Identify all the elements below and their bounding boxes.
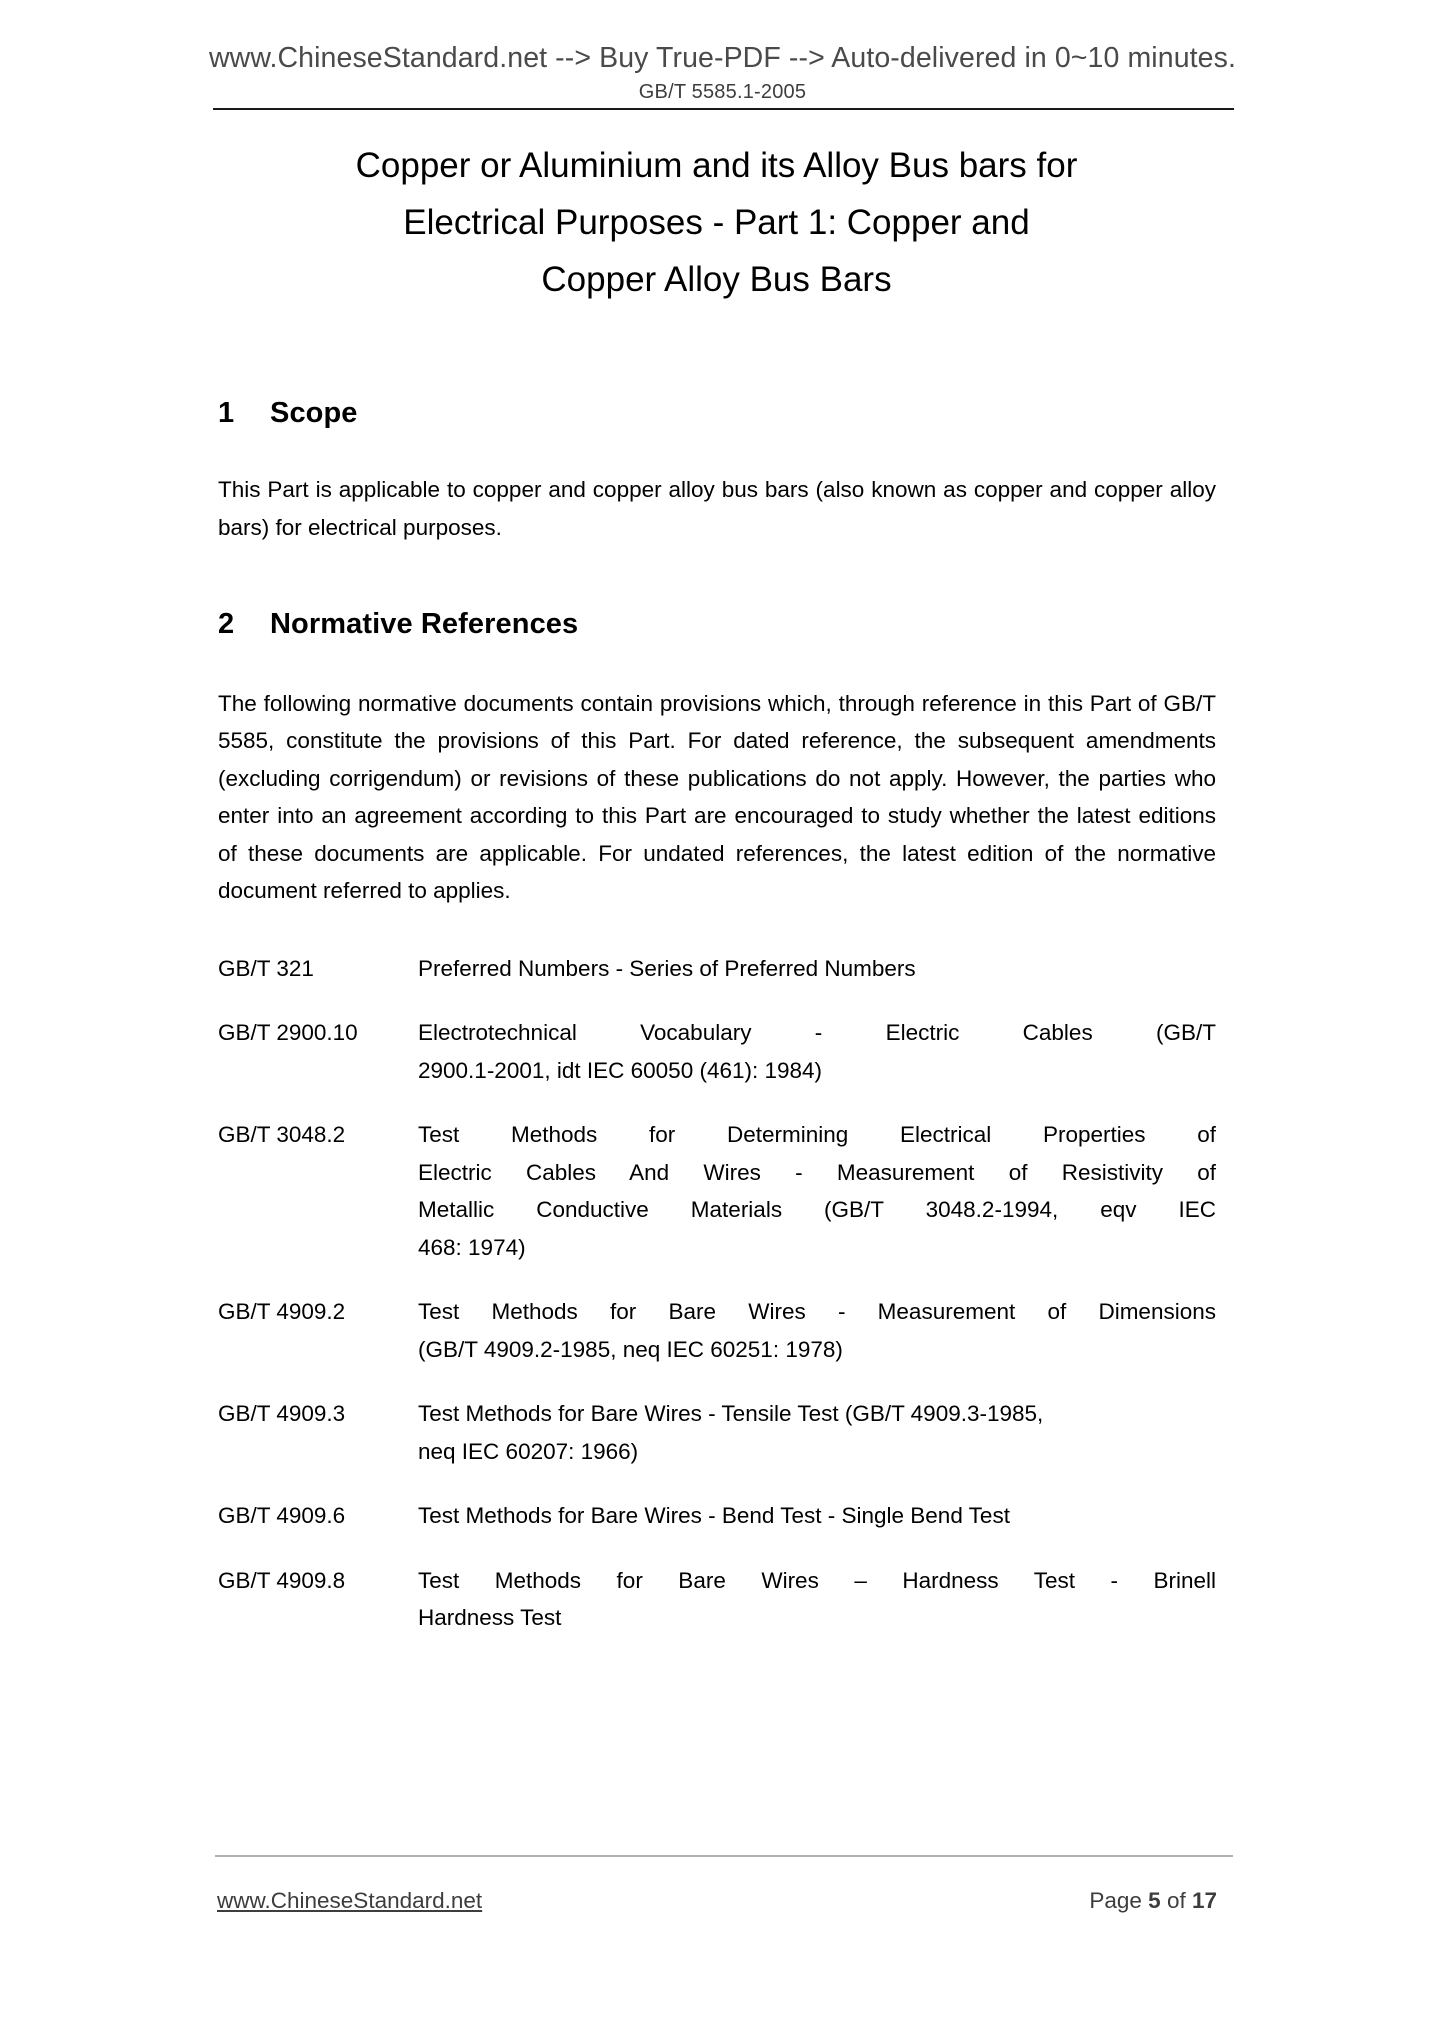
reference-description <box>418 1497 1216 1535</box>
title-line-1: Copper or Aluminium and its Alloy Bus bars for <box>355 146 1078 185</box>
reference-row <box>218 1116 1216 1266</box>
footer-divider <box>215 1855 1233 1857</box>
reference-row <box>218 1395 1216 1470</box>
reference-description-line: Preferred Numbers - Series of Preferred Numbers <box>418 955 916 981</box>
document-body <box>218 395 1216 1664</box>
section-title-normative-references: Normative References <box>270 608 579 641</box>
reference-code: GB/T 4909.2 <box>218 1299 346 1324</box>
page-label-prefix: Page <box>1089 1888 1142 1913</box>
reference-row <box>218 1014 1216 1089</box>
title-line-2: Electrical Purposes - Part 1: Copper and <box>403 203 1030 242</box>
standard-number-header: GB/T 5585.1-2005 <box>638 81 807 103</box>
reference-code: GB/T 3048.2 <box>218 1122 346 1147</box>
reference-description <box>418 950 1216 988</box>
section-number-scope: 1 <box>218 397 235 429</box>
page-label-middle: of <box>1166 1888 1186 1913</box>
spacer <box>218 643 1216 685</box>
reference-description <box>418 1116 1216 1266</box>
reference-description-line: neq IEC 60207: 1966) <box>418 1438 639 1464</box>
reference-description-line: Hardness Test <box>418 1605 562 1630</box>
reference-description <box>418 1293 1216 1368</box>
reference-description-line: Test Methods for Bare Wires - Bend Test - Single Bend Test <box>418 1503 1010 1528</box>
reference-code: GB/T 2900.10 <box>218 1020 358 1045</box>
footer-website-link[interactable]: www.ChineseStandard.net <box>217 1888 483 1913</box>
reference-code: GB/T 4909.3 <box>218 1401 346 1426</box>
spacer <box>218 546 1216 606</box>
reference-description-line: 468: 1974) <box>418 1234 526 1260</box>
reference-row <box>218 1293 1216 1368</box>
page-current-number: 5 <box>1148 1888 1161 1913</box>
reference-code: GB/T 4909.6 <box>218 1503 346 1528</box>
reference-row <box>218 1497 1216 1535</box>
reference-description-line: Electric Cables And Wires - Measurement of Resistivity of <box>418 1159 1216 1185</box>
normative-reference-list <box>218 950 1216 1637</box>
section-title-scope: Scope <box>270 397 358 429</box>
reference-description-line: 2900.1-2001, idt IEC 60050 (461): 1984) <box>418 1057 823 1083</box>
reference-description <box>418 1014 1216 1089</box>
page-number-indicator <box>1089 1888 1217 1914</box>
scope-paragraph: This Part is applicable to copper and copper alloy bus bars (also known as copper and copper alloy bars) for electrical purposes. <box>218 477 1216 540</box>
page-total-number: 17 <box>1191 1888 1217 1913</box>
reference-row <box>218 1562 1216 1637</box>
section-heading-scope <box>218 395 1216 431</box>
header-divider <box>213 108 1234 110</box>
reference-description <box>418 1395 1216 1470</box>
spacer <box>218 910 1216 950</box>
page-title <box>218 137 1215 308</box>
promo-banner-text: www.ChineseStandard.net --> Buy True-PDF --> Auto-delivered in 0~10 minutes. <box>209 42 1236 74</box>
reference-description-line: Test Methods for Bare Wires – Hardness Test - Brinell <box>418 1567 1216 1593</box>
reference-description <box>418 1562 1216 1637</box>
reference-description-line: Test Methods for Bare Wires - Measurement of Dimensions <box>418 1299 1216 1324</box>
reference-row <box>218 950 1216 988</box>
reference-description-line: Test Methods for Determining Electrical Properties of <box>418 1122 1216 1147</box>
normative-references-paragraph: The following normative documents contain provisions which, through reference in this Part of GB/T 5585, constitute the provisions of this Part. For dated reference, the subsequent amendments (excluding corrigendum) or revisions of these publications do not apply. However, the parties who enter into an agreement according to this Part are encouraged to study whether the latest editions of these documents are applicable. For undated references, the latest edition of the normative document referred to applies. <box>218 690 1216 903</box>
title-line-3: Copper Alloy Bus Bars <box>541 260 892 299</box>
reference-code: GB/T 4909.8 <box>218 1567 346 1593</box>
reference-code: GB/T 321 <box>218 955 314 981</box>
reference-description-line: Metallic Conductive Materials (GB/T 3048.2-1994, eqv IEC <box>418 1197 1216 1222</box>
reference-description-line: (GB/T 4909.2-1985, neq IEC 60251: 1978) <box>418 1336 843 1362</box>
section-number-normative-references: 2 <box>218 608 235 641</box>
spacer <box>218 431 1216 471</box>
section-heading-normative-references <box>218 606 1216 642</box>
reference-description-line: Test Methods for Bare Wires - Tensile Test (GB/T 4909.3-1985, <box>418 1401 1044 1426</box>
reference-description-line: Electrotechnical Vocabulary - Electric Cables (GB/T <box>418 1020 1216 1045</box>
